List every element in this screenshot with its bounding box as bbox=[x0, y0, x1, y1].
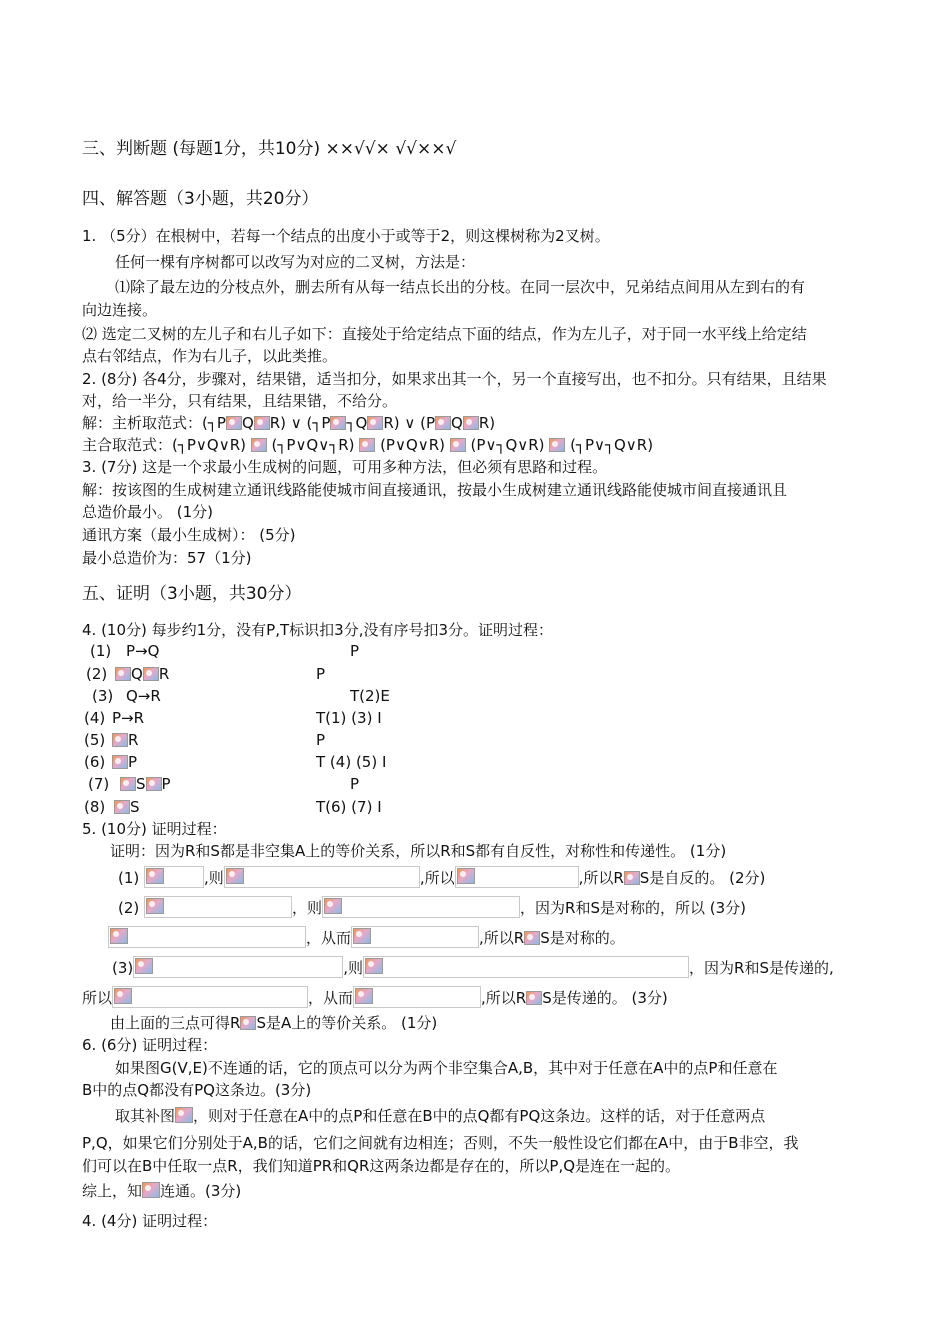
text-part: (1) bbox=[118, 869, 140, 887]
pdnf-part: R) bbox=[478, 414, 496, 432]
formula-part: Q bbox=[131, 665, 143, 683]
text-part: ，从而 bbox=[308, 989, 354, 1007]
step-rule: P bbox=[316, 731, 326, 749]
image-placeholder-icon bbox=[365, 958, 383, 974]
step-formula: P→R bbox=[112, 709, 145, 727]
image-placeholder-icon bbox=[146, 868, 164, 884]
step-num: (8) bbox=[84, 798, 106, 816]
image-placeholder-icon bbox=[146, 777, 162, 791]
image-placeholder-icon bbox=[135, 958, 153, 974]
formula-part: S bbox=[130, 798, 140, 816]
step-formula bbox=[114, 797, 140, 817]
text-part: ，从而 bbox=[306, 929, 352, 947]
text-part: ，因为R和S是传递的, bbox=[689, 959, 834, 977]
step-num: (4) bbox=[84, 709, 106, 727]
image-placeholder-icon bbox=[524, 931, 540, 945]
q1-step-1b: 向边连接。 bbox=[82, 301, 158, 319]
image-placeholder-icon bbox=[175, 1107, 193, 1123]
image-placeholder-icon bbox=[112, 733, 128, 747]
pcnf-part: (┐P∨┐Q∨R) bbox=[565, 436, 654, 454]
pdnf-part: 解：主析取范式：(┐P bbox=[82, 414, 226, 432]
image-placeholder-icon bbox=[240, 1016, 256, 1030]
q5-part-2b bbox=[108, 926, 625, 948]
text-part: S是对称的。 bbox=[540, 929, 625, 947]
q6-line-6: 们可以在B中任取一点R，我们知道PR和QR这两条边都是存在的，所以P,Q是连在一起的。 bbox=[82, 1157, 681, 1175]
q1-step-2b: 点右邻结点，作为右儿子，以此类推。 bbox=[82, 347, 338, 365]
formula-part: R bbox=[158, 665, 170, 683]
formula-part: R bbox=[128, 731, 139, 749]
step-num: (7) bbox=[88, 775, 110, 793]
q1-line-1: 1. （5分）在根树中，若每一个结点的出度小于或等于2，则这棵树称为2叉树。 bbox=[82, 227, 610, 245]
text-part: S是自反的。 (2分) bbox=[639, 869, 766, 887]
formula-image-box bbox=[144, 896, 292, 918]
step-formula: P→Q bbox=[126, 642, 160, 660]
image-placeholder-icon bbox=[226, 416, 242, 430]
image-placeholder-icon bbox=[146, 898, 164, 914]
pdnf-part: R) ∨ (┐P bbox=[269, 414, 331, 432]
formula-image-box bbox=[322, 896, 520, 918]
pdnf-part: ┐Q bbox=[346, 414, 368, 432]
text-part: ,所以R bbox=[578, 869, 624, 887]
step-rule: T(2)E bbox=[350, 687, 390, 705]
text-part: 取其补图 bbox=[115, 1107, 176, 1125]
text-part: ,所以R bbox=[481, 989, 527, 1007]
formula-image-box bbox=[351, 926, 479, 948]
image-placeholder-icon bbox=[367, 416, 383, 430]
step-num: (3) bbox=[92, 687, 114, 705]
section-5-heading: 五、证明（3小题，共30分） bbox=[82, 584, 302, 604]
q1-step-1a: ⑴除了最左边的分枝点外，删去所有从每一结点长出的分枝。在同一层次中，兄弟结点间用从左到右的有 bbox=[115, 278, 806, 296]
image-placeholder-icon bbox=[355, 988, 373, 1004]
q1-step-2a: ⑵ 选定二叉树的左儿子和右儿子如下：直接处于给定结点下面的结点，作为左儿子，对于同一水平线上给定结 bbox=[82, 325, 807, 343]
image-placeholder-icon bbox=[624, 871, 640, 885]
pcnf-part: (P∨┐Q∨R) bbox=[465, 436, 550, 454]
q5-part-2a bbox=[118, 896, 746, 918]
text-part: ，因为R和S是对称的，所以 (3分) bbox=[520, 899, 747, 917]
step-num: (5) bbox=[84, 731, 106, 749]
image-placeholder-icon bbox=[254, 416, 270, 430]
q7-line-1: 4. (4分) 证明过程： bbox=[82, 1212, 218, 1230]
step-formula bbox=[112, 730, 138, 750]
pcnf-part: 主合取范式：(┐P∨Q∨R) bbox=[82, 436, 251, 454]
image-placeholder-icon bbox=[549, 438, 565, 452]
formula-image-box bbox=[112, 986, 308, 1008]
text-part: 综上，知 bbox=[82, 1182, 143, 1200]
section-4-heading: 四、解答题（3小题，共20分） bbox=[82, 189, 319, 209]
q6-line-3: B中的点Q都没有PQ这条边。(3分) bbox=[82, 1081, 312, 1099]
formula-image-box bbox=[133, 956, 343, 978]
step-rule: P bbox=[316, 665, 326, 683]
formula-image-box bbox=[455, 866, 579, 888]
q2-line-1: 2. (8分) 各4分，步骤对，结果错，适当扣分，如果求出其一个，另一个直接写出，也不扣分。只有结果，且结果 bbox=[82, 370, 827, 388]
image-placeholder-icon bbox=[110, 928, 128, 944]
text-part: 连通。(3分) bbox=[160, 1182, 242, 1200]
q5-line-1: 5. (10分) 证明过程： bbox=[82, 820, 227, 838]
q6-line-4 bbox=[115, 1106, 765, 1126]
pdnf-part: Q bbox=[451, 414, 463, 432]
text-part: S是传递的。 (3分) bbox=[542, 989, 668, 1007]
text-part: ,所以 bbox=[419, 869, 455, 887]
q3-line-3: 总造价最小。 (1分) bbox=[82, 503, 214, 521]
step-formula bbox=[115, 664, 169, 684]
q5-conclusion bbox=[110, 1013, 437, 1033]
pdnf-part: Q bbox=[241, 414, 254, 432]
image-placeholder-icon bbox=[251, 438, 267, 452]
step-formula bbox=[120, 774, 171, 794]
q2-pdnf bbox=[82, 413, 495, 433]
text-part: (3) bbox=[112, 959, 134, 977]
section-3-heading: 三、判断题 (每题1分，共10分) ××√√× √√××√ bbox=[82, 139, 457, 159]
image-placeholder-icon bbox=[330, 416, 346, 430]
image-placeholder-icon bbox=[114, 988, 132, 1004]
image-placeholder-icon bbox=[450, 438, 466, 452]
formula-image-box bbox=[363, 956, 689, 978]
q2-line-2: 对，给一半分，只有结果，且结果错，不给分。 bbox=[82, 392, 398, 410]
image-placeholder-icon bbox=[112, 755, 128, 769]
step-rule: T(6) (7) I bbox=[316, 798, 382, 816]
image-placeholder-icon bbox=[142, 1182, 160, 1198]
q3-line-1: 3. (7分) 这是一个求最小生成树的问题，可用多种方法，但必须有思路和过程。 bbox=[82, 458, 608, 476]
q6-line-7 bbox=[82, 1181, 241, 1201]
q3-line-2: 解：按该图的生成树建立通讯线路能使城市间直接通讯，按最小生成树建立通讯线路能使城市间直接通讯且 bbox=[82, 481, 788, 499]
q6-line-2: 如果图G(V,E)不连通的话，它的顶点可以分为两个非空集合A,B，其中对于任意在A中的点P和任意在 bbox=[115, 1059, 778, 1077]
text-part: (2) bbox=[118, 899, 140, 917]
q6-line-5: P,Q，如果它们分别处于A,B的话，它们之间就有边相连；否则，不失一般性设它们都在A中，由于B非空，我 bbox=[82, 1134, 799, 1152]
image-placeholder-icon bbox=[324, 898, 342, 914]
q5-part-3a bbox=[112, 956, 834, 978]
q3-line-5: 最小总造价为：57（1分) bbox=[82, 549, 252, 567]
text-part: ,所以R bbox=[479, 929, 525, 947]
formula-image-box bbox=[144, 866, 204, 888]
image-placeholder-icon bbox=[353, 928, 371, 944]
image-placeholder-icon bbox=[463, 416, 479, 430]
image-placeholder-icon bbox=[143, 667, 159, 681]
q4-line-1: 4. (10分) 每步约1分，没有P,T标识扣3分,没有序号扣3分。证明过程： bbox=[82, 621, 554, 639]
formula-part: S bbox=[136, 775, 146, 793]
text-part: ,则 bbox=[343, 959, 364, 977]
formula-image-box bbox=[353, 986, 481, 1008]
q2-pcnf bbox=[82, 435, 653, 455]
formula-part: P bbox=[161, 775, 171, 793]
image-placeholder-icon bbox=[457, 868, 475, 884]
q1-line-2: 任何一棵有序树都可以改写为对应的二叉树，方法是： bbox=[115, 253, 476, 271]
q5-part-3b bbox=[82, 986, 668, 1008]
q6-line-1: 6. (6分) 证明过程： bbox=[82, 1036, 218, 1054]
image-placeholder-icon bbox=[526, 991, 542, 1005]
image-placeholder-icon bbox=[114, 800, 130, 814]
text-part: 由上面的三点可得R bbox=[110, 1014, 241, 1032]
pcnf-part: (P∨Q∨R) bbox=[375, 436, 450, 454]
text-part: ，则对于任意在A中的点P和任意在B中的点Q都有PQ这条边。这样的话，对于任意两点 bbox=[193, 1107, 766, 1125]
pdnf-part: R) ∨ (P bbox=[383, 414, 435, 432]
step-rule: T (4) (5) I bbox=[316, 753, 387, 771]
image-placeholder-icon bbox=[359, 438, 375, 452]
text-part: S是A上的等价关系。 (1分) bbox=[256, 1014, 438, 1032]
step-rule: P bbox=[350, 775, 360, 793]
step-num: (6) bbox=[84, 753, 106, 771]
image-placeholder-icon bbox=[435, 416, 451, 430]
q3-line-4: 通讯方案（最小生成树）： (5分) bbox=[82, 526, 296, 544]
step-rule: P bbox=[350, 642, 360, 660]
image-placeholder-icon bbox=[120, 777, 136, 791]
q5-intro: 证明：因为R和S都是非空集A上的等价关系，所以R和S都有自反性，对称性和传递性。 (1分) bbox=[110, 842, 727, 860]
text-part: 所以 bbox=[82, 989, 113, 1007]
step-formula: Q→R bbox=[126, 687, 161, 705]
image-placeholder-icon bbox=[226, 868, 244, 884]
image-placeholder-icon bbox=[115, 667, 131, 681]
step-rule: T(1) (3) I bbox=[316, 709, 382, 727]
step-formula bbox=[112, 752, 137, 772]
step-num: (2) bbox=[86, 665, 108, 683]
formula-image-box bbox=[108, 926, 306, 948]
text-part: ，则 bbox=[292, 899, 323, 917]
pcnf-part: (┐P∨Q∨┐R) bbox=[266, 436, 360, 454]
formula-image-box bbox=[224, 866, 420, 888]
q5-part-1 bbox=[118, 866, 765, 888]
step-num: (1) bbox=[90, 642, 112, 660]
text-part: ,则 bbox=[204, 869, 224, 887]
formula-part: P bbox=[128, 753, 138, 771]
